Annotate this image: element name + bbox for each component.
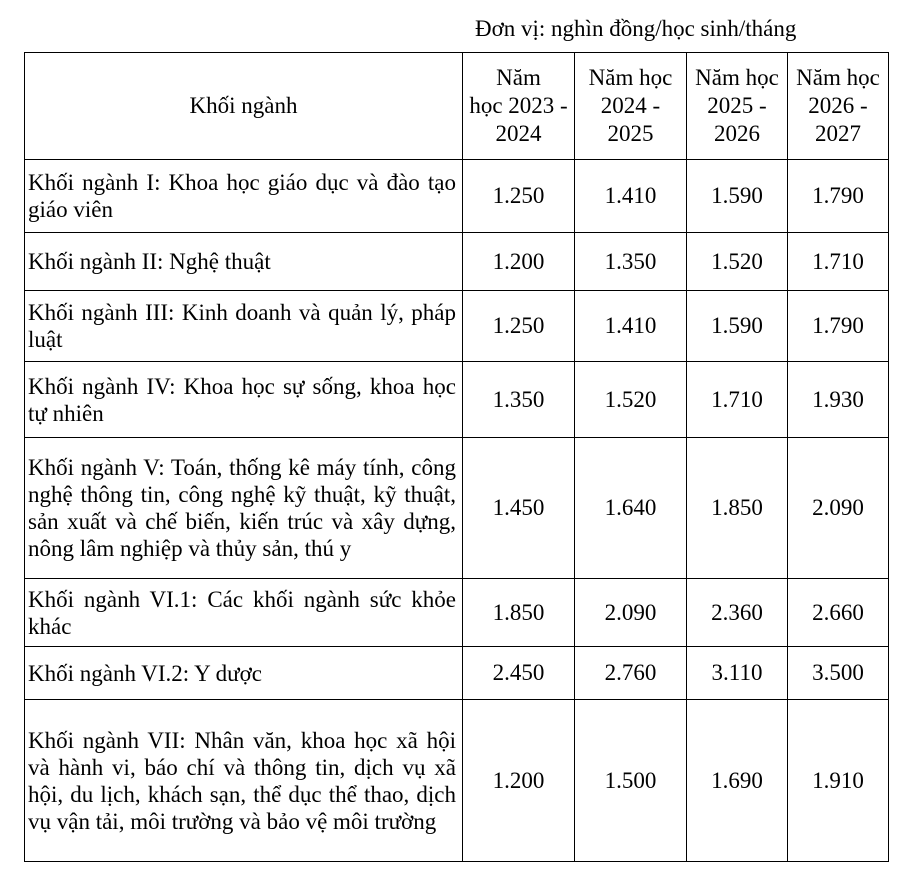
header-year-2025-2026 <box>687 53 788 160</box>
row-value: 1.850 <box>463 579 575 647</box>
row-value: 2.090 <box>788 438 889 579</box>
header-year-line: 2024 <box>495 121 542 146</box>
row-value: 1.790 <box>788 160 889 233</box>
header-year-line: Năm học <box>796 65 880 90</box>
header-year-2023-2024 <box>463 53 575 160</box>
row-value: 1.250 <box>463 160 575 233</box>
row-value: 1.200 <box>463 700 575 862</box>
row-value: 3.500 <box>788 647 889 700</box>
row-value: 2.090 <box>575 579 687 647</box>
table-row <box>25 291 889 362</box>
table-row <box>25 362 889 438</box>
row-value: 1.850 <box>687 438 788 579</box>
table-row <box>25 438 889 579</box>
row-value: 1.910 <box>788 700 889 862</box>
row-category: Khối ngành III: Kinh doanh và quản lý, pháp luật <box>25 291 463 362</box>
header-year-line: 2024 - <box>600 93 661 118</box>
header-year-2026-2027 <box>788 53 889 160</box>
header-year-line: 2025 <box>607 121 654 146</box>
table-row <box>25 700 889 862</box>
row-value: 1.520 <box>687 233 788 291</box>
row-value: 2.660 <box>788 579 889 647</box>
header-year-2024-2025 <box>575 53 687 160</box>
row-value: 1.690 <box>687 700 788 862</box>
row-value: 1.640 <box>575 438 687 579</box>
row-value: 1.410 <box>575 291 687 362</box>
tuition-table <box>24 52 889 862</box>
row-value: 1.930 <box>788 362 889 438</box>
row-category: Khối ngành VII: Nhân văn, khoa học xã hội và hành vi, báo chí và thông tin, dịch vụ xã hội, du lịch, khách sạn, thể dục thể thao, dịch vụ vận tải, môi trường và bảo vệ môi trường <box>25 700 463 862</box>
row-value: 1.200 <box>463 233 575 291</box>
header-year-line: Năm học <box>695 65 779 90</box>
table-row <box>25 579 889 647</box>
row-value: 2.760 <box>575 647 687 700</box>
row-value: 1.710 <box>788 233 889 291</box>
row-value: 2.360 <box>687 579 788 647</box>
header-year-line: học 2023 - <box>469 93 568 118</box>
row-value: 2.450 <box>463 647 575 700</box>
row-value: 1.710 <box>687 362 788 438</box>
header-row <box>25 53 889 160</box>
header-year-line: 2026 <box>714 121 760 146</box>
header-category: Khối ngành <box>25 53 463 160</box>
table-row <box>25 233 889 291</box>
table-row <box>25 160 889 233</box>
row-value: 1.590 <box>687 291 788 362</box>
row-value: 1.500 <box>575 700 687 862</box>
header-year-line: 2026 - <box>808 93 868 118</box>
header-year-line: Năm <box>496 65 541 90</box>
row-value: 1.450 <box>463 438 575 579</box>
row-value: 1.520 <box>575 362 687 438</box>
row-category: Khối ngành VI.2: Y dược <box>25 647 463 700</box>
row-category: Khối ngành I: Khoa học giáo dục và đào tạo giáo viên <box>25 160 463 233</box>
row-value: 1.410 <box>575 160 687 233</box>
unit-note: Đơn vị: nghìn đồng/học sinh/tháng <box>475 16 797 41</box>
row-value: 1.250 <box>463 291 575 362</box>
row-value: 1.590 <box>687 160 788 233</box>
header-year-line: 2027 <box>815 121 861 146</box>
row-category: Khối ngành II: Nghệ thuật <box>25 233 463 291</box>
row-value: 3.110 <box>687 647 788 700</box>
row-value: 1.790 <box>788 291 889 362</box>
row-category: Khối ngành VI.1: Các khối ngành sức khỏe khác <box>25 579 463 647</box>
table-row <box>25 647 889 700</box>
row-category: Khối ngành IV: Khoa học sự sống, khoa học tự nhiên <box>25 362 463 438</box>
row-value: 1.350 <box>575 233 687 291</box>
row-category: Khối ngành V: Toán, thống kê máy tính, công nghệ thông tin, công nghệ kỹ thuật, kỹ thuật, sản xuất và chế biến, kiến trúc và xây dựng, nông lâm nghiệp và thủy sản, thú y <box>25 438 463 579</box>
row-value: 1.350 <box>463 362 575 438</box>
header-year-line: 2025 - <box>707 93 767 118</box>
header-year-line: Năm học <box>588 65 673 90</box>
